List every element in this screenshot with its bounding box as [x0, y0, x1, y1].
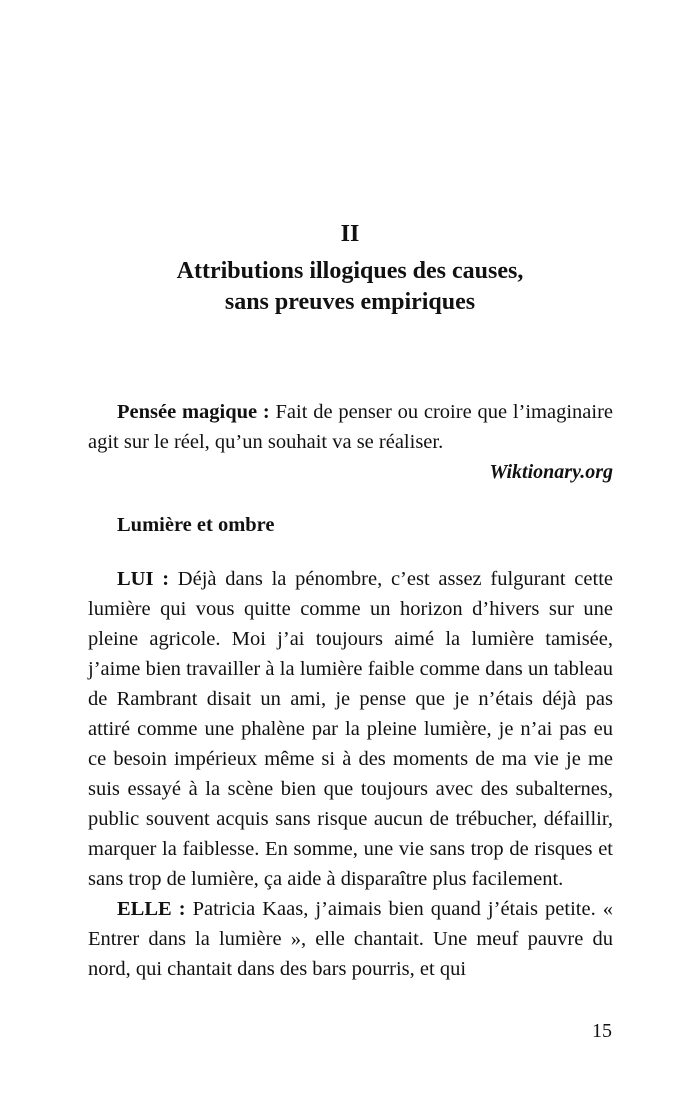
chapter-title-line-1: Attributions illogiques des causes, — [176, 258, 524, 284]
chapter-title-line-2: sans preuves empiriques — [224, 289, 476, 315]
definition-paragraph — [88, 397, 613, 457]
chapter-title — [0, 256, 700, 318]
definition-source: Wiktionary.org — [489, 461, 613, 483]
definition-term: Pensée magique : — [117, 401, 270, 423]
dialogue-text: Déjà dans la pénombre, c’est assez fulgurant cette lumière qui vous quitte comme un horizon d’hivers sur une pleine agricole. Moi j’ai toujours aimé la lumière tamisée, j’aime bien travailler à la lumière faible comme dans un tableau de Rambrant disait un ami, je pense que je n’étais déjà pas attiré comme une phalène par la pleine lumière, je n’ai pas eu ce besoin impérieux même si à des moments de ma vie je me suis essayé à la scène bien que toujours avec des subalternes, public souvent acquis sans risque aucun de trébucher, défaillir, marquer la faiblesse. En somme, une vie sans trop de risques et sans trop de lumière, ça aide à disparaître plus facilement. — [88, 568, 613, 890]
section-heading: Lumière et ombre — [117, 514, 275, 536]
dialogue-paragraph — [88, 564, 613, 894]
definition-text: Fait de penser ou croire que l’imaginaire agit sur le réel, qu’un souhait va se réaliser. — [88, 401, 613, 453]
dialogue-paragraph — [88, 894, 613, 984]
dialogue-block — [88, 564, 613, 984]
speaker-label: ELLE : — [117, 898, 186, 920]
page-number: 15 — [592, 1020, 612, 1042]
dialogue-text: Patricia Kaas, j’aimais bien quand j’étais petite. « Entrer dans la lumière », elle chantait. Une meuf pauvre du nord, qui chantait dans des bars pourris, et qui — [88, 898, 613, 980]
speaker-label: LUI : — [117, 568, 170, 590]
chapter-number: II — [340, 221, 360, 247]
